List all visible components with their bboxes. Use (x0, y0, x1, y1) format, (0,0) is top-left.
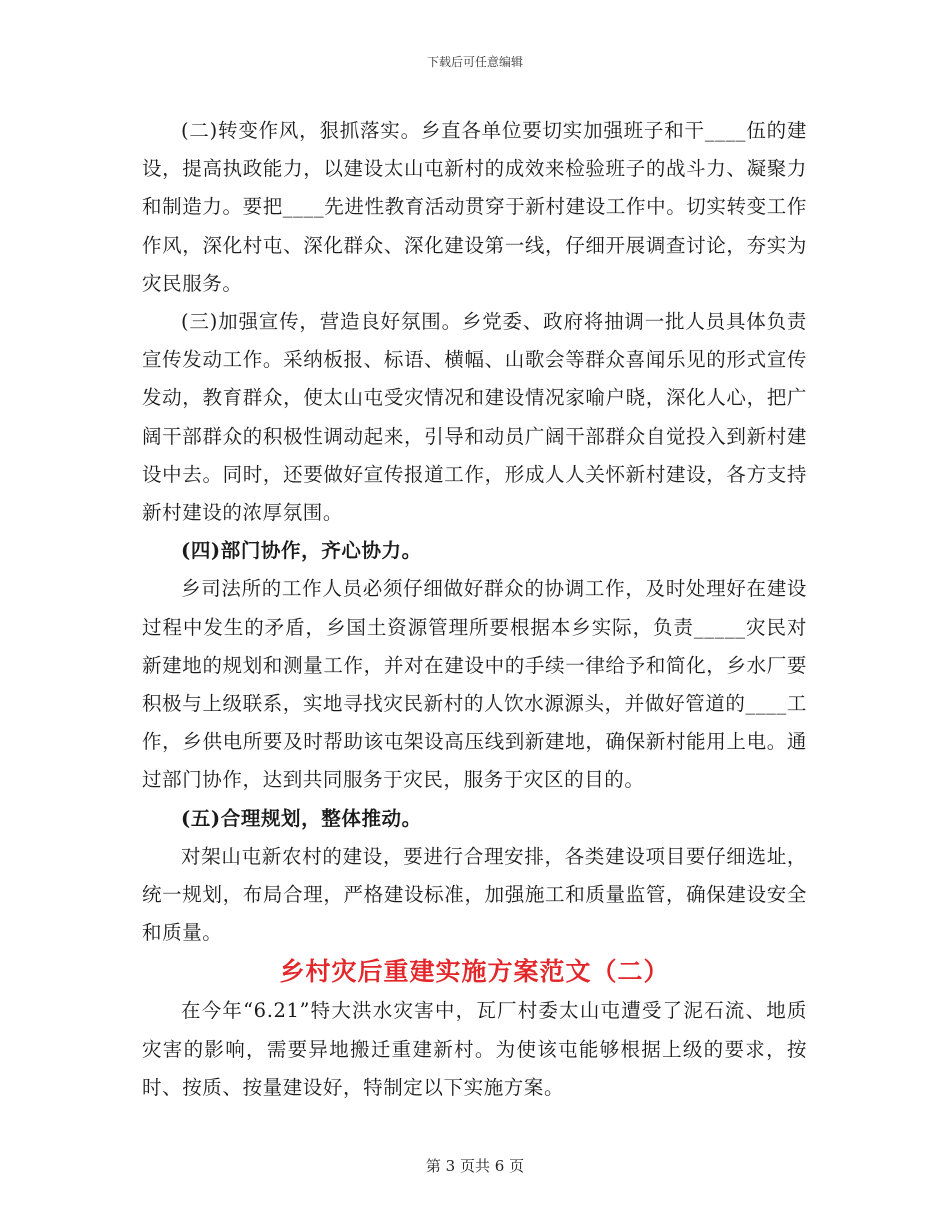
paragraph-publicity: (三)加强宣传，营造良好氛围。乡党委、政府将抽调一批人员具体负责宣传发动工作。采纳板报、标语、横幅、山歌会等群众喜闻乐见的形式宣传发动，教育群众，使太山屯受灾情况和建设情况家喻户晓，深化人心，把广阔干部群众的积极性调动起来，引导和动员广阔干部群众自觉投入到新村建设中去。同时，还要做好宣传报道工作，形成人人关怀新村建设，各方支持新村建设的浓厚氛围。 (142, 310, 807, 525)
paragraph-cooperation: 乡司法所的工作人员必须仔细做好群众的协调工作，及时处理好在建设过程中发生的矛盾，乡国土资源管理所要根据本乡实际，负责_____灾民对新建地的规划和测量工作，并对在建设中的手续一律给予和简化，乡水厂要积极与上级联系，实地寻找灾民新村的人饮水源源头，并做好管道的____工作，乡供电所要及时帮助该屯架设高压线到新建地，确保新村能用上电。通过部门协作，达到共同服务于灾民，服务于灾区的目的。 (142, 577, 807, 792)
document-body (142, 112, 807, 1107)
page-header: 下载后可任意编辑 (426, 55, 523, 69)
section-heading-planning: (五)合理规划，整体推动。 (181, 806, 422, 830)
paragraph-work-style: (二)转变作风，狠抓落实。乡直各单位要切实加强班子和干____伍的建设，提高执政能力，以建设太山屯新村的成效来检验班子的战斗力、凝聚力和制造力。要把____先进性教育活动贯穿于新村建设工作中。切实转变工作作风，深化村屯、深化群众、深化建设第一线，仔细开展调查讨论，夯实为灾民服务。 (142, 119, 807, 295)
section-title: 乡村灾后重建实施方案范文（二） (279, 957, 670, 987)
paragraph-planning: 对架山屯新农村的建设，要进行合理安排，各类建设项目要仔细选址，统一规划，布局合理，严格建设标准，加强施工和质量监管，确保建设安全和质量。 (142, 844, 807, 945)
section-heading-cooperation: (四)部门协作，齐心协力。 (181, 539, 422, 563)
page-footer: 第 3 页共 6 页 (425, 1157, 525, 1175)
paragraph-intro: 在今年“6.21”特大洪水灾害中，瓦厂村委太山屯遭受了泥石流、地质灾害的影响，需要异地搬迁重建新村。为使该屯能够根据上级的要求，按时、按质、按量建设好，特制定以下实施方案。 (142, 999, 807, 1099)
